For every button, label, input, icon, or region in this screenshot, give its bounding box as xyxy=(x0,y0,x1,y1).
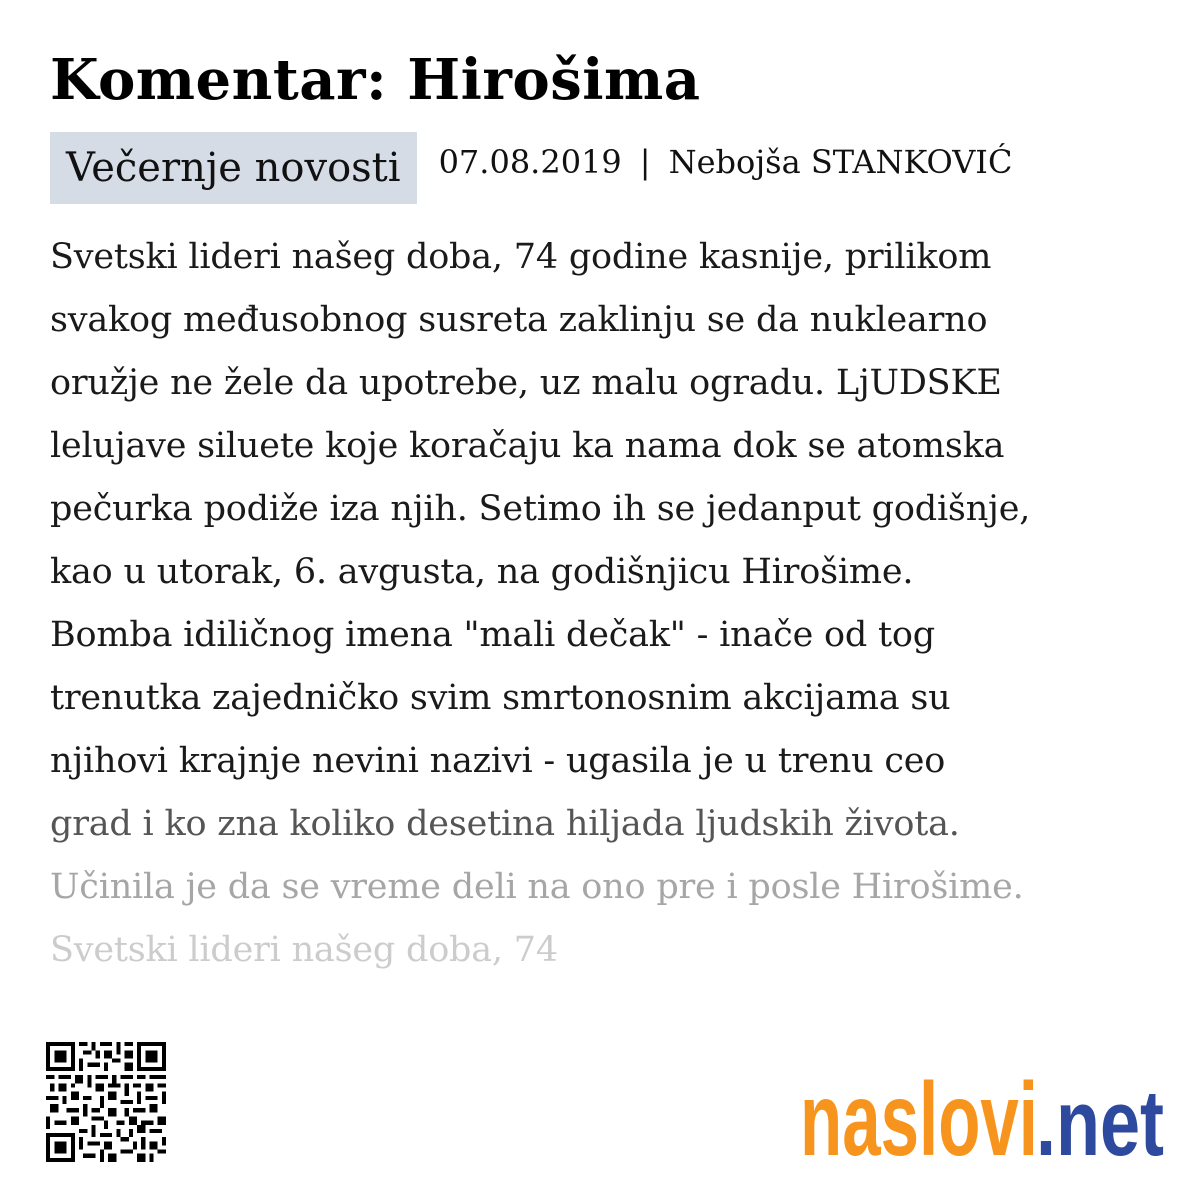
naslovi-net-logo[interactable] xyxy=(800,1055,1170,1175)
body-line: Bomba idiličnog imena "mali dečak" - inače od tog xyxy=(50,615,935,655)
body-line: Svetski lideri našeg doba, 74 xyxy=(50,930,558,970)
publish-date: 07.08.2019 xyxy=(438,143,622,181)
body-line: svakog međusobnog susreta zaklinju se da nuklearno xyxy=(50,300,988,340)
body-line: oružje ne žele da upotrebe, uz malu ogradu. LjUDSKE xyxy=(50,363,1002,403)
qr-code-icon[interactable] xyxy=(46,1040,166,1164)
article-title: Komentar: Hirošima xyxy=(50,47,701,113)
body-line: lelujave siluete koje koračaju ka nama dok se atomska xyxy=(50,426,1005,466)
author-name: Nebojša STANKOVIĆ xyxy=(668,143,1013,181)
body-line: Učinila je da se vreme deli na ono pre i posle Hirošime. xyxy=(50,867,1024,907)
logo-text-part1: naslovi xyxy=(800,1062,1038,1175)
body-line: njihovi krajnje nevini nazivi - ugasila je u trenu ceo xyxy=(50,741,946,781)
article-meta xyxy=(50,132,1012,204)
source-badge[interactable] xyxy=(50,132,417,204)
meta-separator: | xyxy=(639,143,651,181)
body-line: grad i ko zna koliko desetina hiljada ljudskih života. xyxy=(50,804,960,844)
body-line: Svetski lideri našeg doba, 74 godine kasnije, prilikom xyxy=(50,237,992,277)
logo-text-part2: .net xyxy=(1036,1070,1164,1175)
article-body xyxy=(50,226,1175,982)
body-line: pečurka podiže iza njih. Setimo ih se jedanput godišnje, xyxy=(50,489,1031,529)
body-line: trenutka zajedničko svim smrtonosnim akcijama su xyxy=(50,678,951,718)
body-line: kao u utorak, 6. avgusta, na godišnjicu Hirošime. xyxy=(50,552,914,592)
source-name: Večernje novosti xyxy=(66,145,401,191)
